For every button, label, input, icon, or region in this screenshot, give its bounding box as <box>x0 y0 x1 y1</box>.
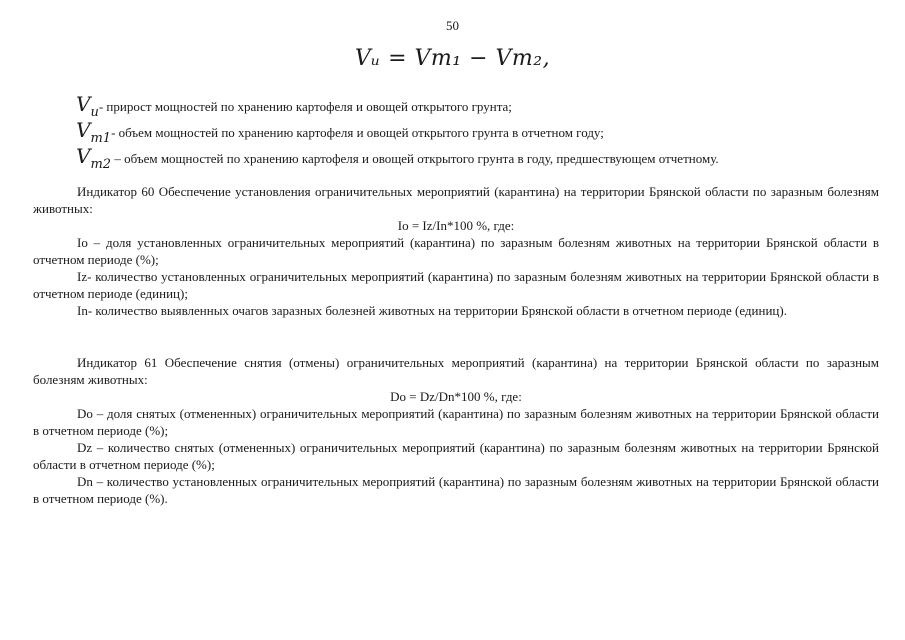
definition-text: – объем мощностей по хранению картофеля и овощей открытого грунта в году, предшествующем отчетному. <box>111 151 719 166</box>
definition-vm1 <box>76 118 604 146</box>
definition-vu <box>76 92 512 120</box>
indicator-61-title: Индикатор 61 Обеспечение снятия (отмены) ограничительных мероприятий (карантина) на территории Брянской области по заразным болезням животных: <box>33 355 879 387</box>
indicator-60-item: Io – доля установленных ограничительных мероприятий (карантина) по заразным болезням животных на территории Брянской области в отчетном периоде (%); <box>33 235 879 267</box>
indicator-61-formula: Do = Dz/Dn*100 %, где: <box>390 389 522 404</box>
indicator-61-item: Dz – количество снятых (отмененных) ограничительных мероприятий (карантина) по заразным болезням животных на территории Брянской области в отчетном периоде (%); <box>33 440 879 472</box>
indicator-61-section <box>33 354 879 507</box>
symbol-vu: $V_u$ <box>76 92 99 120</box>
page-number: 50 <box>446 18 459 33</box>
indicator-60-title: Индикатор 60 Обеспечение установления ограничительных мероприятий (карантина) на территории Брянской области по заразным болезням животных: <box>33 184 879 216</box>
definition-vm2 <box>76 144 719 172</box>
indicator-60-item: Iz- количество установленных ограничительных мероприятий (карантина) по заразным болезням животных на территории Брянской области в отчетном периоде (единиц); <box>33 269 879 301</box>
indicator-60-formula: Io = Iz/In*100 %, где: <box>397 218 515 233</box>
indicator-61-item: Dn – количество установленных ограничительных мероприятий (карантина) по заразным болезням животных на территории Брянской области в отчетном периоде (%). <box>33 474 879 506</box>
indicator-61-item: Do – доля снятых (отмененных) ограничительных мероприятий (карантина) по заразным болезням животных на территории Брянской области в отчетном периоде (%); <box>33 406 879 438</box>
definition-text: - объем мощностей по хранению картофеля и овощей открытого грунта в отчетном году; <box>111 125 604 140</box>
symbol-vm1: $V_{m1}$ <box>76 118 112 146</box>
indicator-60-section <box>33 183 879 319</box>
symbol-vm2: $V_{m2}$ <box>76 144 112 172</box>
indicator-60-item: In- количество выявленных очагов заразных болезней животных на территории Брянской области в отчетном периоде (единиц). <box>77 303 787 318</box>
growth-formula: Vᵤ = Vm₁ − Vm₂, <box>354 46 551 71</box>
definition-text: - прирост мощностей по хранению картофеля и овощей открытого грунта; <box>98 99 512 114</box>
